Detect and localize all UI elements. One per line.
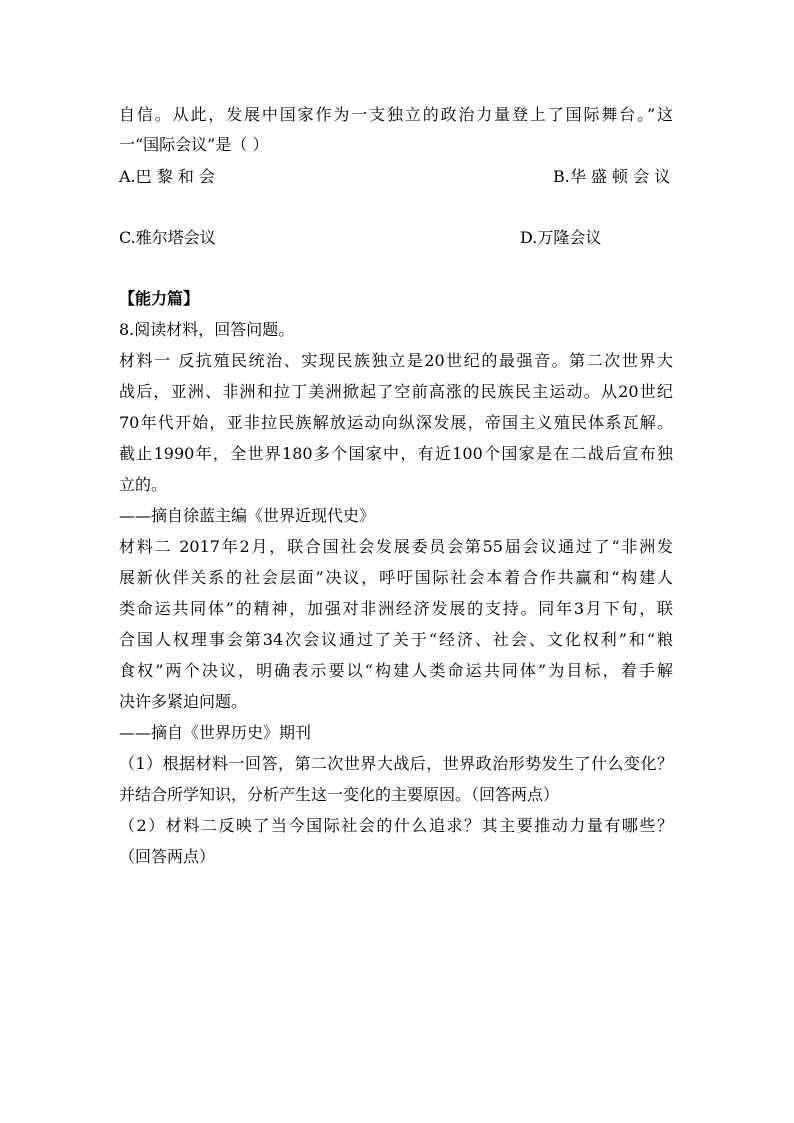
q7-option-a: A.巴 黎 和 会 [119, 167, 215, 186]
q8-sub2-line-2: （回答两点） [119, 847, 216, 866]
q7-stem-line-1: 自信。从此，发展中国家作为一支独立的政治力量登上了国际舞台。”这 [119, 105, 673, 124]
q7-option-b: B.华 盛 顿 会 议 [553, 167, 671, 186]
q8-sub2-line-1: （2）材料二反映了当今国际社会的什么追求？其主要推动力量有哪些？ [119, 816, 673, 835]
material1-line-2: 战后，亚洲、非洲和拉丁美洲掀起了空前高涨的民族民主运动。从20世纪 [119, 382, 673, 401]
material1-line-4: 截止1990年，全世界180多个国家中，有近100个国家是在二战后宣布独 [119, 444, 673, 463]
material1-line-5: 立的。 [119, 475, 168, 494]
q7-stem-line-2: 一“国际会议”是（ ） [119, 135, 269, 154]
q7-option-c: C.雅尔塔会议 [119, 228, 216, 247]
q8-sub1-line-1: （1）根据材料一回答，第二次世界大战后，世界政治形势发生了什么变化？ [119, 754, 673, 773]
material2-source: ——摘自《世界历史》期刊 [119, 723, 312, 742]
material1-line-1: 材料一 反抗殖民统治、实现民族独立是20世纪的最强音。第二次世界大 [119, 351, 673, 370]
material2-line-3: 类命运共同体”的精神，加强对非洲经济发展的支持。同年3月下旬，联 [119, 599, 673, 618]
q8-intro: 8.阅读材料，回答问题。 [119, 320, 295, 339]
material2-line-4: 合国人权理事会第34次会议通过了关于“经济、社会、文化权利”和“粮 [119, 630, 673, 649]
material2-line-5: 食权”两个决议，明确表示要以“构建人类命运共同体”为目标，着手解 [119, 661, 673, 680]
section-title: 【能力篇】 [119, 289, 200, 308]
material2-line-6: 决许多紧迫问题。 [119, 692, 248, 711]
material1-source: ——摘自徐蓝主编《世界近现代史》 [119, 506, 376, 525]
material2-line-2: 展新伙伴关系的社会层面”决议，呼吁国际社会本着合作共赢和“构建人 [119, 568, 673, 587]
q7-option-d: D.万隆会议 [520, 228, 602, 247]
material1-line-3: 70年代开始，亚非拉民族解放运动向纵深发展，帝国主义殖民体系瓦解。 [119, 413, 673, 432]
material2-line-1: 材料二 2017年2月，联合国社会发展委员会第55届会议通过了“非洲发 [119, 537, 673, 556]
q8-sub1-line-2: 并结合所学知识，分析产生这一变化的主要原因。（回答两点） [119, 785, 560, 804]
